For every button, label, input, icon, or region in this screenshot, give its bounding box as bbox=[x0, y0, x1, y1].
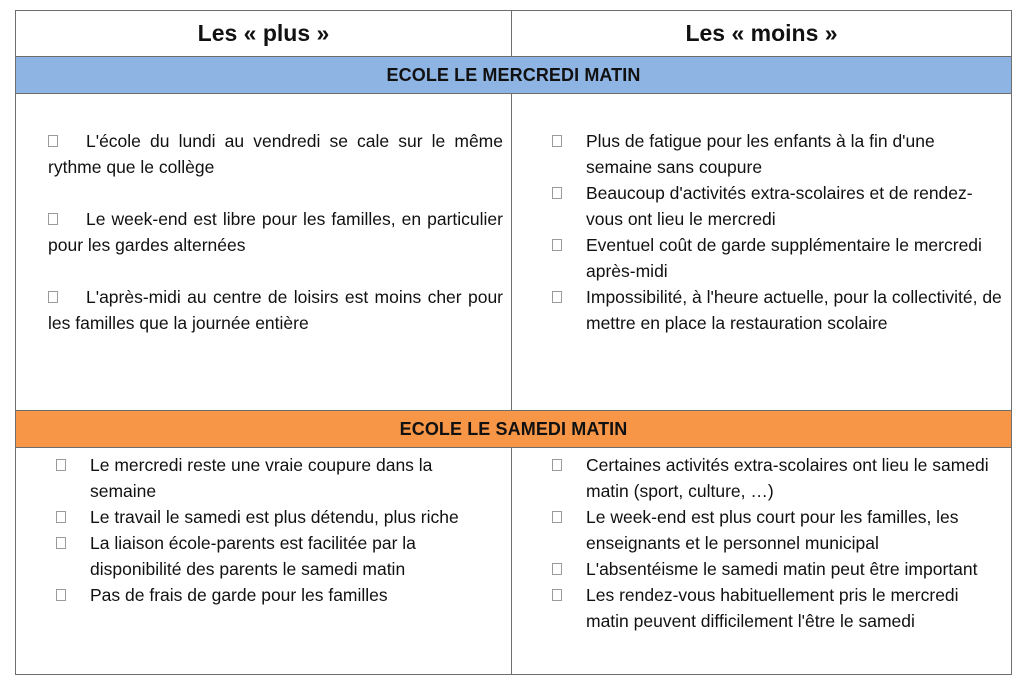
samedi-plus-cell bbox=[16, 448, 512, 675]
checkbox-icon bbox=[56, 459, 66, 471]
list-item bbox=[552, 284, 1003, 336]
item-text: L'absentéisme le samedi matin peut être important bbox=[586, 559, 978, 579]
section-row-samedi bbox=[16, 411, 1012, 448]
item-text: Plus de fatigue pour les enfants à la fin d'une semaine sans coupure bbox=[586, 131, 935, 177]
list-item bbox=[552, 232, 1003, 284]
section-title-samedi: ECOLE LE SAMEDI MATIN bbox=[16, 411, 1012, 448]
list-item bbox=[552, 556, 1003, 582]
list-item bbox=[552, 180, 1003, 232]
item-text: L'après-midi au centre de loisirs est moins cher pour les familles que la journée entière bbox=[48, 287, 503, 333]
content-row-mercredi bbox=[16, 94, 1012, 411]
list-item bbox=[56, 582, 503, 608]
checkbox-icon bbox=[56, 537, 66, 549]
header-row bbox=[16, 11, 1012, 57]
item-text: L'école du lundi au vendredi se cale sur le même rythme que le collège bbox=[48, 131, 503, 177]
mercredi-plus-cell bbox=[16, 94, 512, 411]
list-item bbox=[56, 452, 503, 504]
item-text: Le mercredi reste une vraie coupure dans la semaine bbox=[90, 455, 433, 501]
item-text: Eventuel coût de garde supplémentaire le mercredi après-midi bbox=[586, 235, 982, 281]
list-item bbox=[48, 284, 503, 336]
list-item bbox=[48, 206, 503, 258]
item-text: La liaison école-parents est facilitée par la disponibilité des parents le samedi matin bbox=[90, 533, 416, 579]
content-row-samedi bbox=[16, 448, 1012, 675]
item-text: Le week-end est plus court pour les familles, les enseignants et le personnel municipal bbox=[586, 507, 959, 553]
checkbox-icon bbox=[552, 563, 562, 575]
checkbox-icon bbox=[48, 291, 58, 303]
item-text: Beaucoup d'activités extra-scolaires et de rendez-vous ont lieu le mercredi bbox=[586, 183, 973, 229]
list-item bbox=[48, 128, 503, 180]
item-text: Impossibilité, à l'heure actuelle, pour la collectivité, de mettre en place la restauration scolaire bbox=[586, 287, 1002, 333]
checkbox-icon bbox=[552, 589, 562, 601]
list-item bbox=[552, 128, 1003, 180]
checkbox-icon bbox=[48, 213, 58, 225]
header-plus: Les « plus » bbox=[16, 11, 512, 57]
item-text: Le travail le samedi est plus détendu, plus riche bbox=[90, 507, 459, 527]
list-item bbox=[552, 582, 1003, 634]
list-item bbox=[56, 530, 503, 582]
samedi-moins-cell bbox=[512, 448, 1012, 675]
list-item bbox=[56, 504, 503, 530]
header-moins: Les « moins » bbox=[512, 11, 1012, 57]
section-row-mercredi bbox=[16, 57, 1012, 94]
checkbox-icon bbox=[552, 135, 562, 147]
mercredi-moins-cell bbox=[512, 94, 1012, 411]
checkbox-icon bbox=[552, 187, 562, 199]
checkbox-icon bbox=[56, 589, 66, 601]
checkbox-icon bbox=[552, 291, 562, 303]
checkbox-icon bbox=[552, 239, 562, 251]
comparison-table bbox=[15, 10, 1012, 675]
checkbox-icon bbox=[552, 459, 562, 471]
list-item bbox=[552, 504, 1003, 556]
checkbox-icon bbox=[552, 511, 562, 523]
item-text: Certaines activités extra-scolaires ont lieu le samedi matin (sport, culture, …) bbox=[586, 455, 989, 501]
checkbox-icon bbox=[56, 511, 66, 523]
item-text: Pas de frais de garde pour les familles bbox=[90, 585, 388, 605]
section-title-mercredi: ECOLE LE MERCREDI MATIN bbox=[16, 57, 1012, 94]
list-item bbox=[552, 452, 1003, 504]
checkbox-icon bbox=[48, 135, 58, 147]
item-text: Les rendez-vous habituellement pris le mercredi matin peuvent difficilement l'être le samedi bbox=[586, 585, 959, 631]
item-text: Le week-end est libre pour les familles, en particulier pour les gardes alternées bbox=[48, 209, 503, 255]
